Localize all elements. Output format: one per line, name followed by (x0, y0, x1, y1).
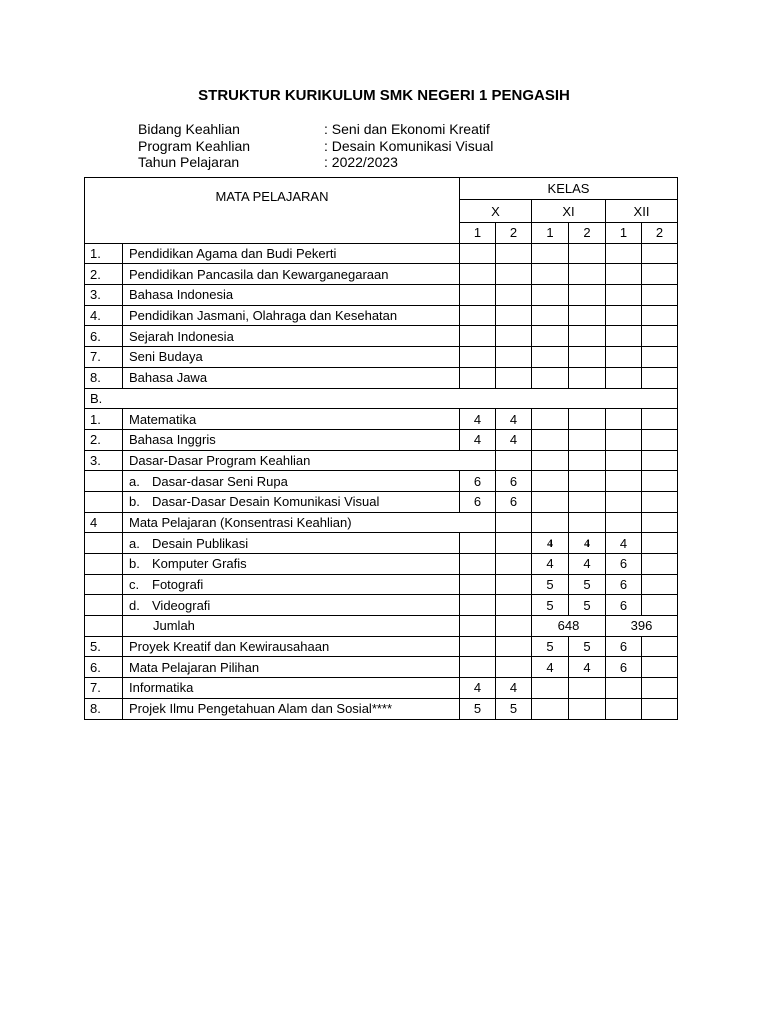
item-letter: a. (129, 535, 140, 551)
subject-name: Bahasa Indonesia (123, 285, 460, 306)
hours-cell: 6 (606, 595, 642, 616)
subject-label: Dasar-dasar Seni Rupa (152, 473, 288, 489)
meta-row-program (138, 138, 493, 155)
hours-cell: 4 (532, 533, 569, 554)
curriculum-table (84, 177, 678, 720)
hours-cell: 4 (569, 554, 606, 575)
hours-cell: 5 (569, 595, 606, 616)
table-row (85, 367, 678, 388)
table-row (85, 347, 678, 368)
hours-cell: 5 (569, 574, 606, 595)
table-row (85, 636, 678, 657)
row-number: 1. (85, 409, 123, 430)
header-mata-pelajaran: MATA PELAJARAN (85, 178, 460, 244)
meta-row-tahun (138, 154, 493, 171)
jumlah-label: Jumlah (123, 616, 460, 637)
table-row (85, 595, 678, 616)
subject-name: Pendidikan Jasmani, Olahraga dan Kesehatan (123, 305, 460, 326)
header-semester: 1 (532, 223, 569, 244)
table-row (85, 264, 678, 285)
jumlah-row (85, 616, 678, 637)
table-row (85, 471, 678, 492)
hours-cell: 6 (606, 574, 642, 595)
item-letter: b. (129, 556, 140, 572)
row-number: 6. (85, 326, 123, 347)
table-row (85, 429, 678, 450)
subject-name: Dasar-Dasar Program Keahlian (123, 450, 496, 471)
subject-name (123, 595, 460, 616)
row-number: 1. (85, 243, 123, 264)
table-row (85, 450, 678, 471)
item-letter: b. (129, 494, 140, 510)
subject-name: Matematika (123, 409, 460, 430)
document-title: STRUKTUR KURIKULUM SMK NEGERI 1 PENGASIH (198, 87, 570, 104)
group-label: B. (85, 388, 678, 409)
row-number: 6. (85, 657, 123, 678)
subject-name (123, 574, 460, 595)
subject-name (123, 554, 460, 575)
hours-cell: 4 (496, 409, 532, 430)
row-number: 7. (85, 678, 123, 699)
hours-cell: 5 (496, 698, 532, 719)
meta-value: : Desain Komunikasi Visual (324, 137, 494, 154)
subject-label: Fotografi (152, 577, 204, 593)
header-grade-xi: XI (532, 200, 606, 223)
subject-name: Seni Budaya (123, 347, 460, 368)
header-semester: 1 (606, 223, 642, 244)
subject-label: Komputer Grafis (152, 556, 247, 572)
row-number: 8. (85, 367, 123, 388)
document-meta (138, 121, 493, 171)
row-number: 3. (85, 285, 123, 306)
hours-cell: 4 (606, 533, 642, 554)
subject-label: Videografi (152, 597, 211, 613)
header-grade-x: X (460, 200, 532, 223)
meta-row-bidang (138, 121, 493, 138)
group-row (85, 388, 678, 409)
meta-value: : Seni dan Ekonomi Kreatif (324, 121, 490, 137)
item-letter: a. (129, 473, 140, 489)
subject-name (123, 533, 460, 554)
hours-cell: 4 (532, 657, 569, 678)
table-row (85, 512, 678, 533)
row-number: 4. (85, 305, 123, 326)
item-letter: d. (129, 597, 140, 613)
subject-name: Proyek Kreatif dan Kewirausahaan (123, 636, 460, 657)
table-row (85, 533, 678, 554)
table-row (85, 698, 678, 719)
subject-name: Bahasa Jawa (123, 367, 460, 388)
meta-label: Bidang Keahlian (138, 121, 240, 137)
hours-cell: 4 (460, 409, 496, 430)
hours-cell: 4 (569, 533, 606, 554)
subject-name (123, 471, 460, 492)
hours-cell: 5 (460, 698, 496, 719)
subject-name (123, 491, 460, 512)
table-row (85, 285, 678, 306)
table-row (85, 305, 678, 326)
header-semester: 2 (569, 223, 606, 244)
subject-name: Sejarah Indonesia (123, 326, 460, 347)
hours-cell: 6 (606, 636, 642, 657)
hours-cell: 6 (496, 491, 532, 512)
hours-cell: 6 (606, 554, 642, 575)
meta-label: Program Keahlian (138, 137, 251, 154)
subject-name: Informatika (123, 678, 460, 699)
table-row (85, 574, 678, 595)
table-row (85, 491, 678, 512)
hours-cell: 6 (606, 657, 642, 678)
header-semester: 2 (496, 223, 532, 244)
subject-name: Pendidikan Pancasila dan Kewarganegaraan (123, 264, 460, 285)
table-row (85, 243, 678, 264)
row-number: 3. (85, 450, 123, 471)
subject-name: Mata Pelajaran Pilihan (123, 657, 460, 678)
hours-cell: 4 (460, 429, 496, 450)
row-number: 2. (85, 429, 123, 450)
hours-cell: 4 (496, 678, 532, 699)
subject-name: Mata Pelajaran (Konsentrasi Keahlian) (123, 512, 496, 533)
hours-cell: 5 (532, 636, 569, 657)
hours-cell: 4 (532, 554, 569, 575)
row-number: 8. (85, 698, 123, 719)
subject-name: Bahasa Inggris (123, 429, 460, 450)
hours-cell: 4 (460, 678, 496, 699)
subject-name: Projek Ilmu Pengetahuan Alam dan Sosial**** (123, 698, 460, 719)
hours-cell: 6 (496, 471, 532, 492)
header-grade-xii: XII (606, 200, 678, 223)
header-row-kelas (85, 178, 678, 200)
hours-cell: 4 (496, 429, 532, 450)
table-row (85, 554, 678, 575)
hours-cell: 5 (532, 574, 569, 595)
header-semester: 2 (642, 223, 678, 244)
row-number: 7. (85, 347, 123, 368)
table-row (85, 657, 678, 678)
row-number: 2. (85, 264, 123, 285)
jumlah-xii: 396 (606, 616, 678, 637)
hours-cell: 6 (460, 491, 496, 512)
meta-label: Tahun Pelajaran (138, 154, 240, 170)
table-row (85, 678, 678, 699)
hours-cell: 5 (569, 636, 606, 657)
table-row (85, 326, 678, 347)
row-number: 5. (85, 636, 123, 657)
subject-label: Desain Publikasi (152, 535, 249, 551)
header-kelas: KELAS (460, 178, 678, 200)
table-row (85, 409, 678, 430)
hours-cell: 6 (460, 471, 496, 492)
jumlah-xi: 648 (532, 616, 606, 637)
header-semester: 1 (460, 223, 496, 244)
hours-cell: 4 (569, 657, 606, 678)
meta-value: : 2022/2023 (324, 154, 398, 170)
subject-label: Dasar-Dasar Desain Komunikasi Visual (152, 494, 380, 510)
subject-name: Pendidikan Agama dan Budi Pekerti (123, 243, 460, 264)
item-letter: c. (129, 577, 140, 593)
hours-cell: 5 (532, 595, 569, 616)
row-number: 4 (85, 512, 123, 533)
